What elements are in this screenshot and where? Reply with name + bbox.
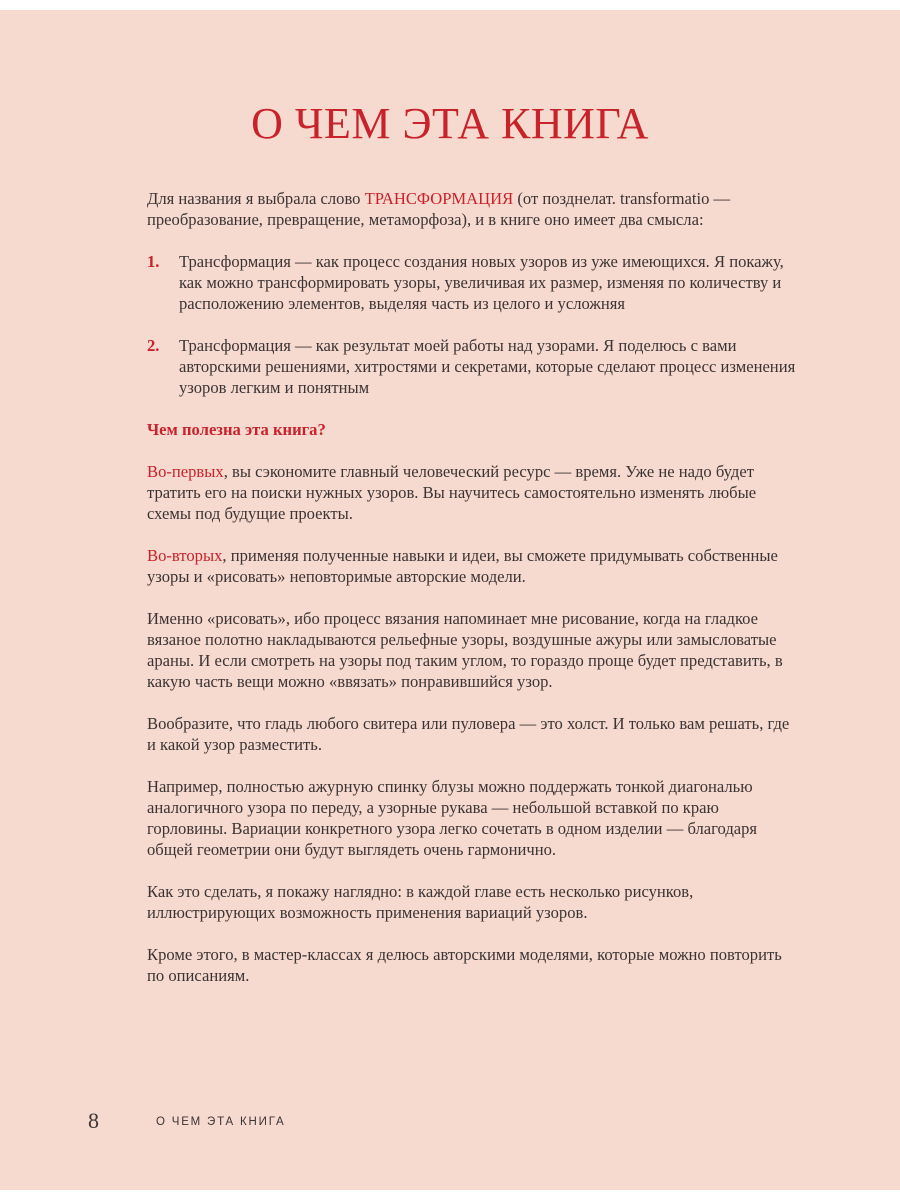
intro-after: (от позднелат. transformatio — преобразование, превращение, метаморфоза), и в книге оно имеет два смысла: <box>147 189 731 229</box>
secondly-text: , применяя полученные навыки и идеи, вы сможете придумывать собственные узоры и «рисовать» неповторимые авторские модели. <box>147 546 778 586</box>
list-item-text: Трансформация — как результат моей работы над узорами. Я поделюсь с вами авторскими решениями, хитростями и секретами, которые сделают процесс изменения узоров легким и понятным <box>179 336 796 397</box>
list-item-number: 2. <box>147 336 160 355</box>
firstly-lead: Во-первых <box>147 462 224 481</box>
firstly-text: , вы сэкономите главный человеческий ресурс — время. Уже не надо будет тратить его на поиски нужных узоров. Вы научитесь самостоятельно изменять любые схемы под будущие проекты. <box>147 462 757 523</box>
intro-keyword: ТРАНСФОРМАЦИЯ <box>364 189 514 208</box>
intro-before: Для названия я выбрала слово <box>147 189 365 208</box>
book-page <box>0 10 900 1190</box>
intro-paragraph <box>147 188 797 230</box>
list-item-number: 1. <box>147 252 160 271</box>
body-text <box>147 188 797 1007</box>
secondly-lead: Во-вторых <box>147 546 223 565</box>
paragraph-drawing: Именно «рисовать», ибо процесс вязания напоминает мне рисование, когда на гладкое вязаное полотно накладываются рельефные узоры, воздушные ажуры или замысловатые араны. И если смотреть на узоры под таким углом, то гораздо проще будет представить, в какую часть вещи можно «ввязать» понравившийся узор. <box>147 609 783 691</box>
paragraph-masterclasses: Кроме этого, в мастер-классах я делюсь авторскими моделями, которые можно повторить по описаниям. <box>147 945 782 985</box>
secondly-paragraph <box>147 545 797 587</box>
paragraph-illustrations: Как это сделать, я покажу наглядно: в каждой главе есть несколько рисунков, иллюстрирующих возможность применения вариаций узоров. <box>147 882 694 922</box>
page-number: 8 <box>88 1108 99 1133</box>
page-title: О ЧЕМ ЭТА КНИГА <box>251 99 649 148</box>
paragraph-canvas: Вообразите, что гладь любого свитера или пуловера — это холст. И только вам решать, где и какой узор разместить. <box>147 714 790 754</box>
list-item <box>147 335 797 398</box>
list-item <box>147 251 797 314</box>
running-title: О ЧЕМ ЭТА КНИГА <box>156 1116 286 1128</box>
paragraph-example: Например, полностью ажурную спинку блузы можно поддержать тонкой диагональю аналогичного узора по переду, а узорные рукава — небольшой вставкой по краю горловины. Вариации конкретного узора легко сочетать в одном изделии — благодаря общей геометрии они будут выглядеть очень гармонично. <box>147 777 758 859</box>
section-subhead: Чем полезна эта книга? <box>147 420 326 439</box>
firstly-paragraph <box>147 461 797 524</box>
list-item-text: Трансформация — как процесс создания новых узоров из уже имеющихся. Я покажу, как можно трансформировать узоры, увеличивая их размер, изменяя по количеству и расположению элементов, выделяя часть из целого и усложняя <box>179 252 784 313</box>
